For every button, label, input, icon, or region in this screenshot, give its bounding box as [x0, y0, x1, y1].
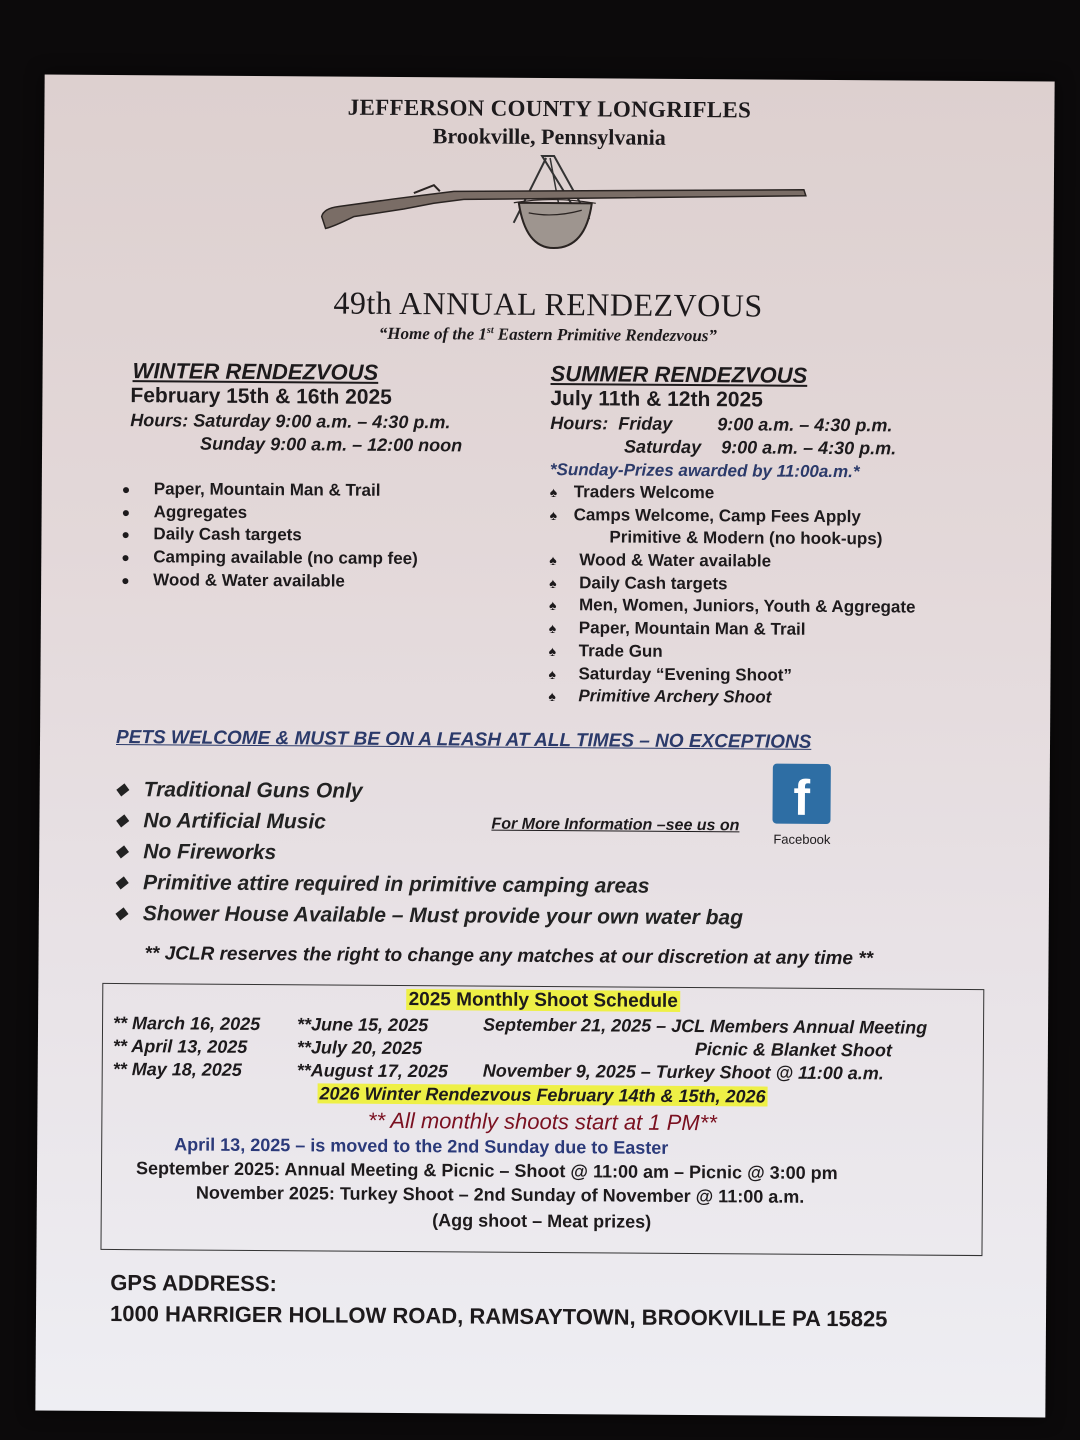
- list-item: ● Wood & Water available: [121, 570, 345, 591]
- list-item: ♠ Primitive Archery Shoot: [548, 686, 772, 707]
- list-item: ♠ Traders Welcome: [549, 482, 715, 503]
- schedule-september: September 21, 2025 – JCL Members Annual Meeting: [482, 1014, 928, 1038]
- bullet-icon: ●: [121, 503, 131, 520]
- list-item: Primitive & Modern (no hook-ups): [609, 527, 883, 549]
- schedule-col-1: [113, 1012, 261, 1082]
- spade-icon: ♠: [549, 506, 558, 523]
- facebook-label: Facebook: [773, 831, 831, 847]
- rules-list: [115, 774, 836, 934]
- summer-dates: July 11th & 12th 2025: [550, 387, 763, 412]
- winter-2026-row: [102, 1082, 982, 1109]
- schedule-col-2: [297, 1013, 449, 1083]
- diamond-icon: ◆: [115, 843, 128, 861]
- schedule-date: ** May 18, 2025: [112, 1058, 242, 1080]
- schedule-date: **July 20, 2025: [296, 1037, 423, 1059]
- list-item: ● Paper, Mountain Man & Trail: [121, 479, 381, 500]
- event-tagline: “Home of the 1st Eastern Primitive Rendezvous”: [378, 323, 718, 346]
- spade-icon: ♠: [548, 665, 556, 682]
- bullet-icon: ●: [121, 526, 130, 543]
- spade-icon: ♠: [548, 620, 557, 637]
- flyer-page: [35, 74, 1054, 1417]
- rifle-powder-horn-illustration: [313, 146, 814, 279]
- winter-features-list: [121, 478, 522, 594]
- spade-icon: ♠: [548, 688, 556, 705]
- list-item: ◆ Shower House Available – Must provide your own water bag: [115, 898, 835, 934]
- schedule-picnic: Picnic & Blanket Shoot: [694, 1039, 892, 1061]
- list-item: ◆ Primitive attire required in primitive camping areas: [115, 867, 835, 903]
- more-info-link[interactable]: For More Information –see us on: [491, 815, 740, 835]
- bullet-icon: ●: [121, 481, 131, 498]
- diamond-icon: ◆: [114, 905, 128, 923]
- summer-prizes-note: *Sunday-Prizes awarded by 11:00a.m.*: [549, 460, 860, 482]
- summer-heading: SUMMER RENDEZVOUS: [550, 361, 808, 388]
- schedule-title: 2025 Monthly Shoot Schedule: [408, 989, 678, 1012]
- disclaimer: ** JCLR reserves the right to change any matches at our discretion at any time **: [144, 943, 874, 970]
- club-location: Brookville, Pennsylvania: [432, 123, 666, 150]
- schedule-date: **June 15, 2025: [296, 1014, 429, 1036]
- event-title: 49th ANNUAL RENDEZVOUS: [333, 284, 763, 324]
- summer-hours-friday: Hours: Friday 9:00 a.m. – 4:30 p.m.: [550, 413, 893, 436]
- list-item: ♠ Camps Welcome, Camp Fees Apply: [549, 504, 861, 526]
- list-item: ♠ Paper, Mountain Man & Trail: [548, 618, 806, 639]
- schedule-date: ** March 16, 2025: [112, 1012, 261, 1035]
- monthly-schedule-box: [100, 983, 984, 1256]
- list-item: ♠ Daily Cash targets: [549, 572, 728, 594]
- list-item: ◆ Traditional Guns Only: [116, 774, 836, 810]
- list-item: ♠ Men, Women, Juniors, Youth & Aggregate: [548, 595, 916, 618]
- list-item: ◆ No Artificial Music: [115, 805, 835, 841]
- schedule-title-row: [103, 987, 983, 1015]
- winter-2026-notice: 2026 Winter Rendezvous February 14th & 15th, 2026: [319, 1083, 766, 1107]
- pets-notice: PETS WELCOME & MUST BE ON A LEASH AT ALL TIMES – NO EXCEPTIONS: [115, 727, 812, 753]
- summer-hours-saturday: Saturday 9:00 a.m. – 4:30 p.m.: [624, 436, 897, 459]
- schedule-date: **August 17, 2025: [296, 1060, 448, 1082]
- spade-icon: ♠: [549, 574, 557, 591]
- diamond-icon: ◆: [115, 781, 129, 799]
- list-item: ◆ No Fireworks: [115, 836, 835, 872]
- winter-dates: February 15th & 16th 2025: [130, 384, 392, 409]
- november-note: November 2025: Turkey Shoot – 2nd Sunday of November @ 11:00 a.m.: [195, 1182, 805, 1207]
- gps-address: 1000 HARRIGER HOLLOW ROAD, RAMSAYTOWN, BROOKVILLE PA 15825: [109, 1300, 888, 1332]
- gps-label: GPS ADDRESS:: [110, 1269, 277, 1297]
- list-item: ♠ Wood & Water available: [549, 550, 772, 571]
- bullet-icon: ●: [121, 571, 130, 588]
- start-time-notice: ** All monthly shoots start at 1 PM**: [367, 1107, 717, 1136]
- list-item: ● Daily Cash targets: [121, 524, 302, 545]
- september-note: September 2025: Annual Meeting & Picnic – Shoot @ 11:00 am – Picnic @ 3:00 pm: [135, 1158, 838, 1184]
- list-item: ● Aggregates: [121, 501, 248, 522]
- schedule-november: November 9, 2025 – Turkey Shoot @ 11:00 a.m.: [482, 1060, 884, 1084]
- club-name: JEFFERSON COUNTY LONGRIFLES: [347, 94, 752, 123]
- spade-icon: ♠: [548, 597, 557, 614]
- agg-note: (Agg shoot – Meat prizes): [432, 1210, 652, 1232]
- facebook-icon[interactable]: f: [772, 764, 830, 824]
- list-item: ♠ Trade Gun: [548, 641, 663, 661]
- bullet-icon: ●: [121, 549, 130, 566]
- list-item: ♠ Saturday “Evening Shoot”: [548, 663, 793, 685]
- diamond-icon: ◆: [115, 812, 128, 830]
- spade-icon: ♠: [549, 484, 558, 501]
- diamond-icon: ◆: [114, 874, 128, 892]
- list-item: ● Camping available (no camp fee): [121, 547, 418, 569]
- winter-hours-saturday: Hours: Saturday 9:00 a.m. – 4:30 p.m.: [130, 410, 451, 433]
- schedule-date: ** April 13, 2025: [112, 1035, 248, 1057]
- winter-heading: WINTER RENDEZVOUS: [132, 358, 379, 385]
- easter-note: April 13, 2025 – is moved to the 2nd Sunday due to Easter: [174, 1134, 669, 1158]
- spade-icon: ♠: [549, 552, 557, 569]
- summer-features-list: [548, 481, 1030, 711]
- spade-icon: ♠: [548, 642, 557, 659]
- winter-hours-sunday: Sunday 9:00 a.m. – 12:00 noon: [200, 433, 463, 456]
